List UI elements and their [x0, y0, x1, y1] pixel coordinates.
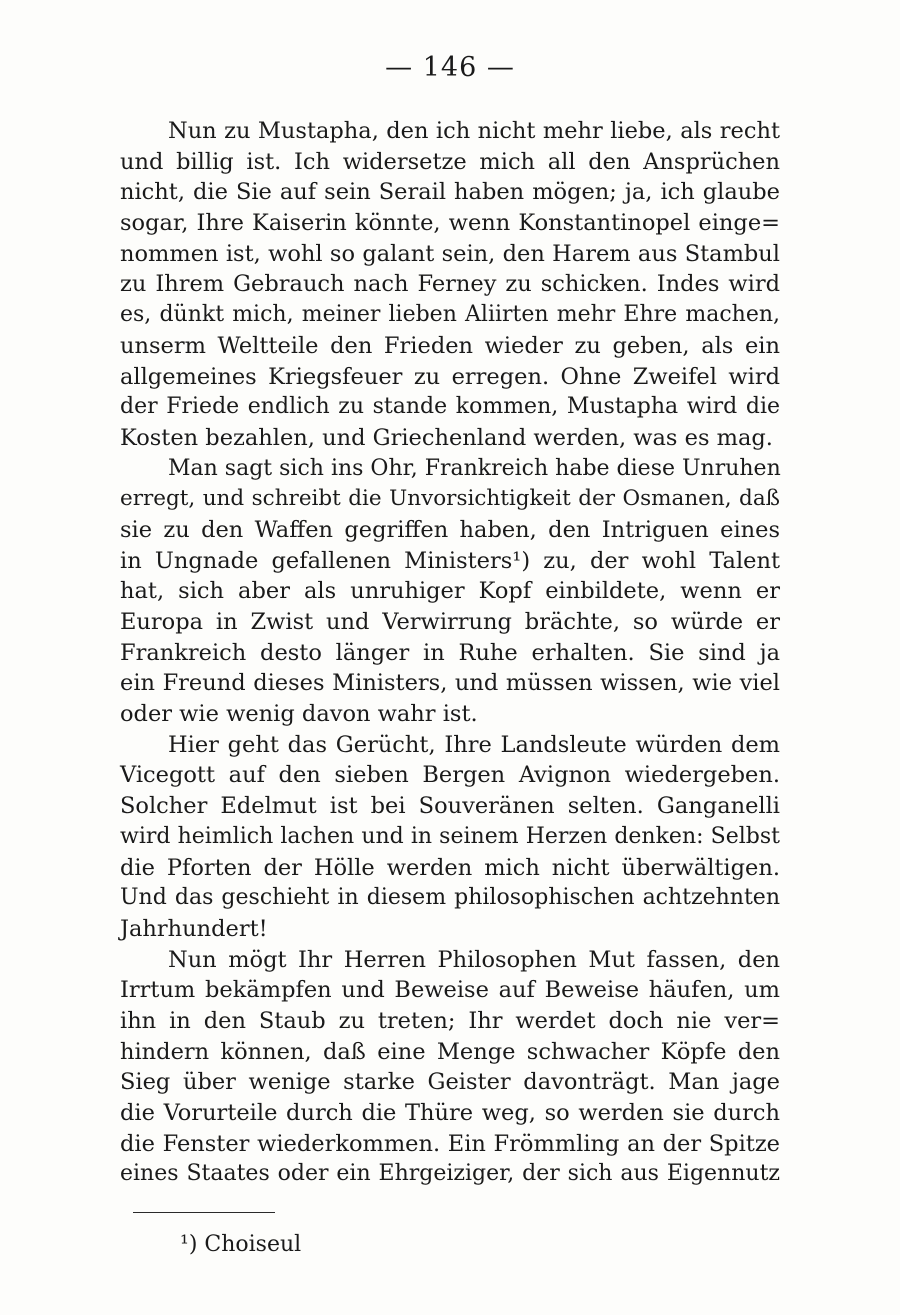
text-line: Hier geht das Gerücht, Ihre Landsleute würden dem	[168, 731, 780, 758]
text-line: hat, sich aber als unruhiger Kopf einbildete, wenn er	[120, 578, 780, 605]
text-line: erregt, und schreibt die Unvorsichtigkeit der Osmanen, daß	[120, 486, 780, 512]
text-line: oder wie wenig davon wahr ist.	[120, 701, 478, 728]
text-line: Nun mögt Ihr Herren Philosophen Mut fassen, den	[168, 946, 780, 973]
text-line: ein Freund dieses Ministers, und müssen wissen, wie viel	[120, 670, 780, 697]
text-line: Jahrhundert!	[120, 915, 268, 942]
text-line: der Friede endlich zu stande kommen, Mustapha wird die	[120, 394, 780, 420]
text-line: Nun zu Mustapha, den ich nicht mehr liebe, als recht	[168, 118, 780, 144]
page-number: — 146 —	[385, 52, 515, 83]
text-line: wird heimlich lachen und in seinem Herzen denken: Selbst	[120, 823, 780, 849]
footnote: ¹) Choiseul	[180, 1232, 302, 1257]
text-line: zu Ihrem Gebrauch nach Ferney zu schicken. Indes wird	[120, 271, 780, 298]
text-line: Sieg über wenige starke Geister davonträgt. Man jage	[120, 1069, 780, 1096]
body-text	[120, 116, 780, 1190]
text-line: die Pforten der Hölle werden mich nicht überwältigen.	[120, 854, 780, 881]
text-line: die Fenster wiederkommen. Ein Frömmling an der Spitze	[120, 1130, 780, 1157]
text-line: Irrtum bekämpfen und Beweise auf Beweise häufen, um	[120, 977, 780, 1004]
text-line: die Vorurteile durch die Thüre weg, so werden sie durch	[120, 1100, 780, 1126]
text-line: hindern können, daß eine Menge schwacher Köpfe den	[120, 1038, 780, 1065]
text-line: Solcher Edelmut ist bei Souveränen selten. Ganganelli	[120, 793, 780, 820]
text-line: sie zu den Waffen gegriffen haben, den Intriguen eines	[120, 516, 780, 543]
text-line: sogar, Ihre Kaiserin könnte, wenn Konstantinopel einge=	[120, 210, 780, 237]
text-line: und billig ist. Ich widersetze mich all den Ansprüchen	[120, 148, 780, 175]
text-line: nommen ist, wohl so galant sein, den Harem aus Stambul	[120, 240, 780, 267]
text-line: in Ungnade gefallenen Ministers¹) zu, der wohl Talent	[120, 547, 780, 574]
text-line: allgemeines Kriegsfeuer zu erregen. Ohne Zweifel wird	[120, 363, 780, 390]
text-line: eines Staates oder ein Ehrgeiziger, der sich aus Eigennutz	[120, 1161, 780, 1187]
text-line: Und das geschieht in diesem philosophischen achtzehnten	[120, 885, 780, 911]
text-line: Vicegott auf den sieben Bergen Avignon wiedergeben.	[120, 762, 780, 789]
text-line: Frankreich desto länger in Ruhe erhalten. Sie sind ja	[120, 639, 780, 666]
text-line: Man sagt sich ins Ohr, Frankreich habe diese Unruhen	[168, 455, 781, 481]
text-line: unserm Weltteile den Frieden wieder zu geben, als ein	[120, 332, 780, 359]
text-line: ihn in den Staub zu treten; Ihr werdet doch nie ver=	[120, 1007, 780, 1034]
text-line: es, dünkt mich, meiner lieben Aliirten mehr Ehre machen,	[120, 302, 780, 328]
text-line: Kosten bezahlen, und Griechenland werden, was es mag.	[120, 424, 773, 451]
text-line: nicht, die Sie auf sein Serail haben mögen; ja, ich glaube	[120, 179, 780, 206]
text-line: Europa in Zwist und Verwirrung brächte, so würde er	[120, 609, 780, 635]
footnote-divider	[133, 1212, 275, 1213]
